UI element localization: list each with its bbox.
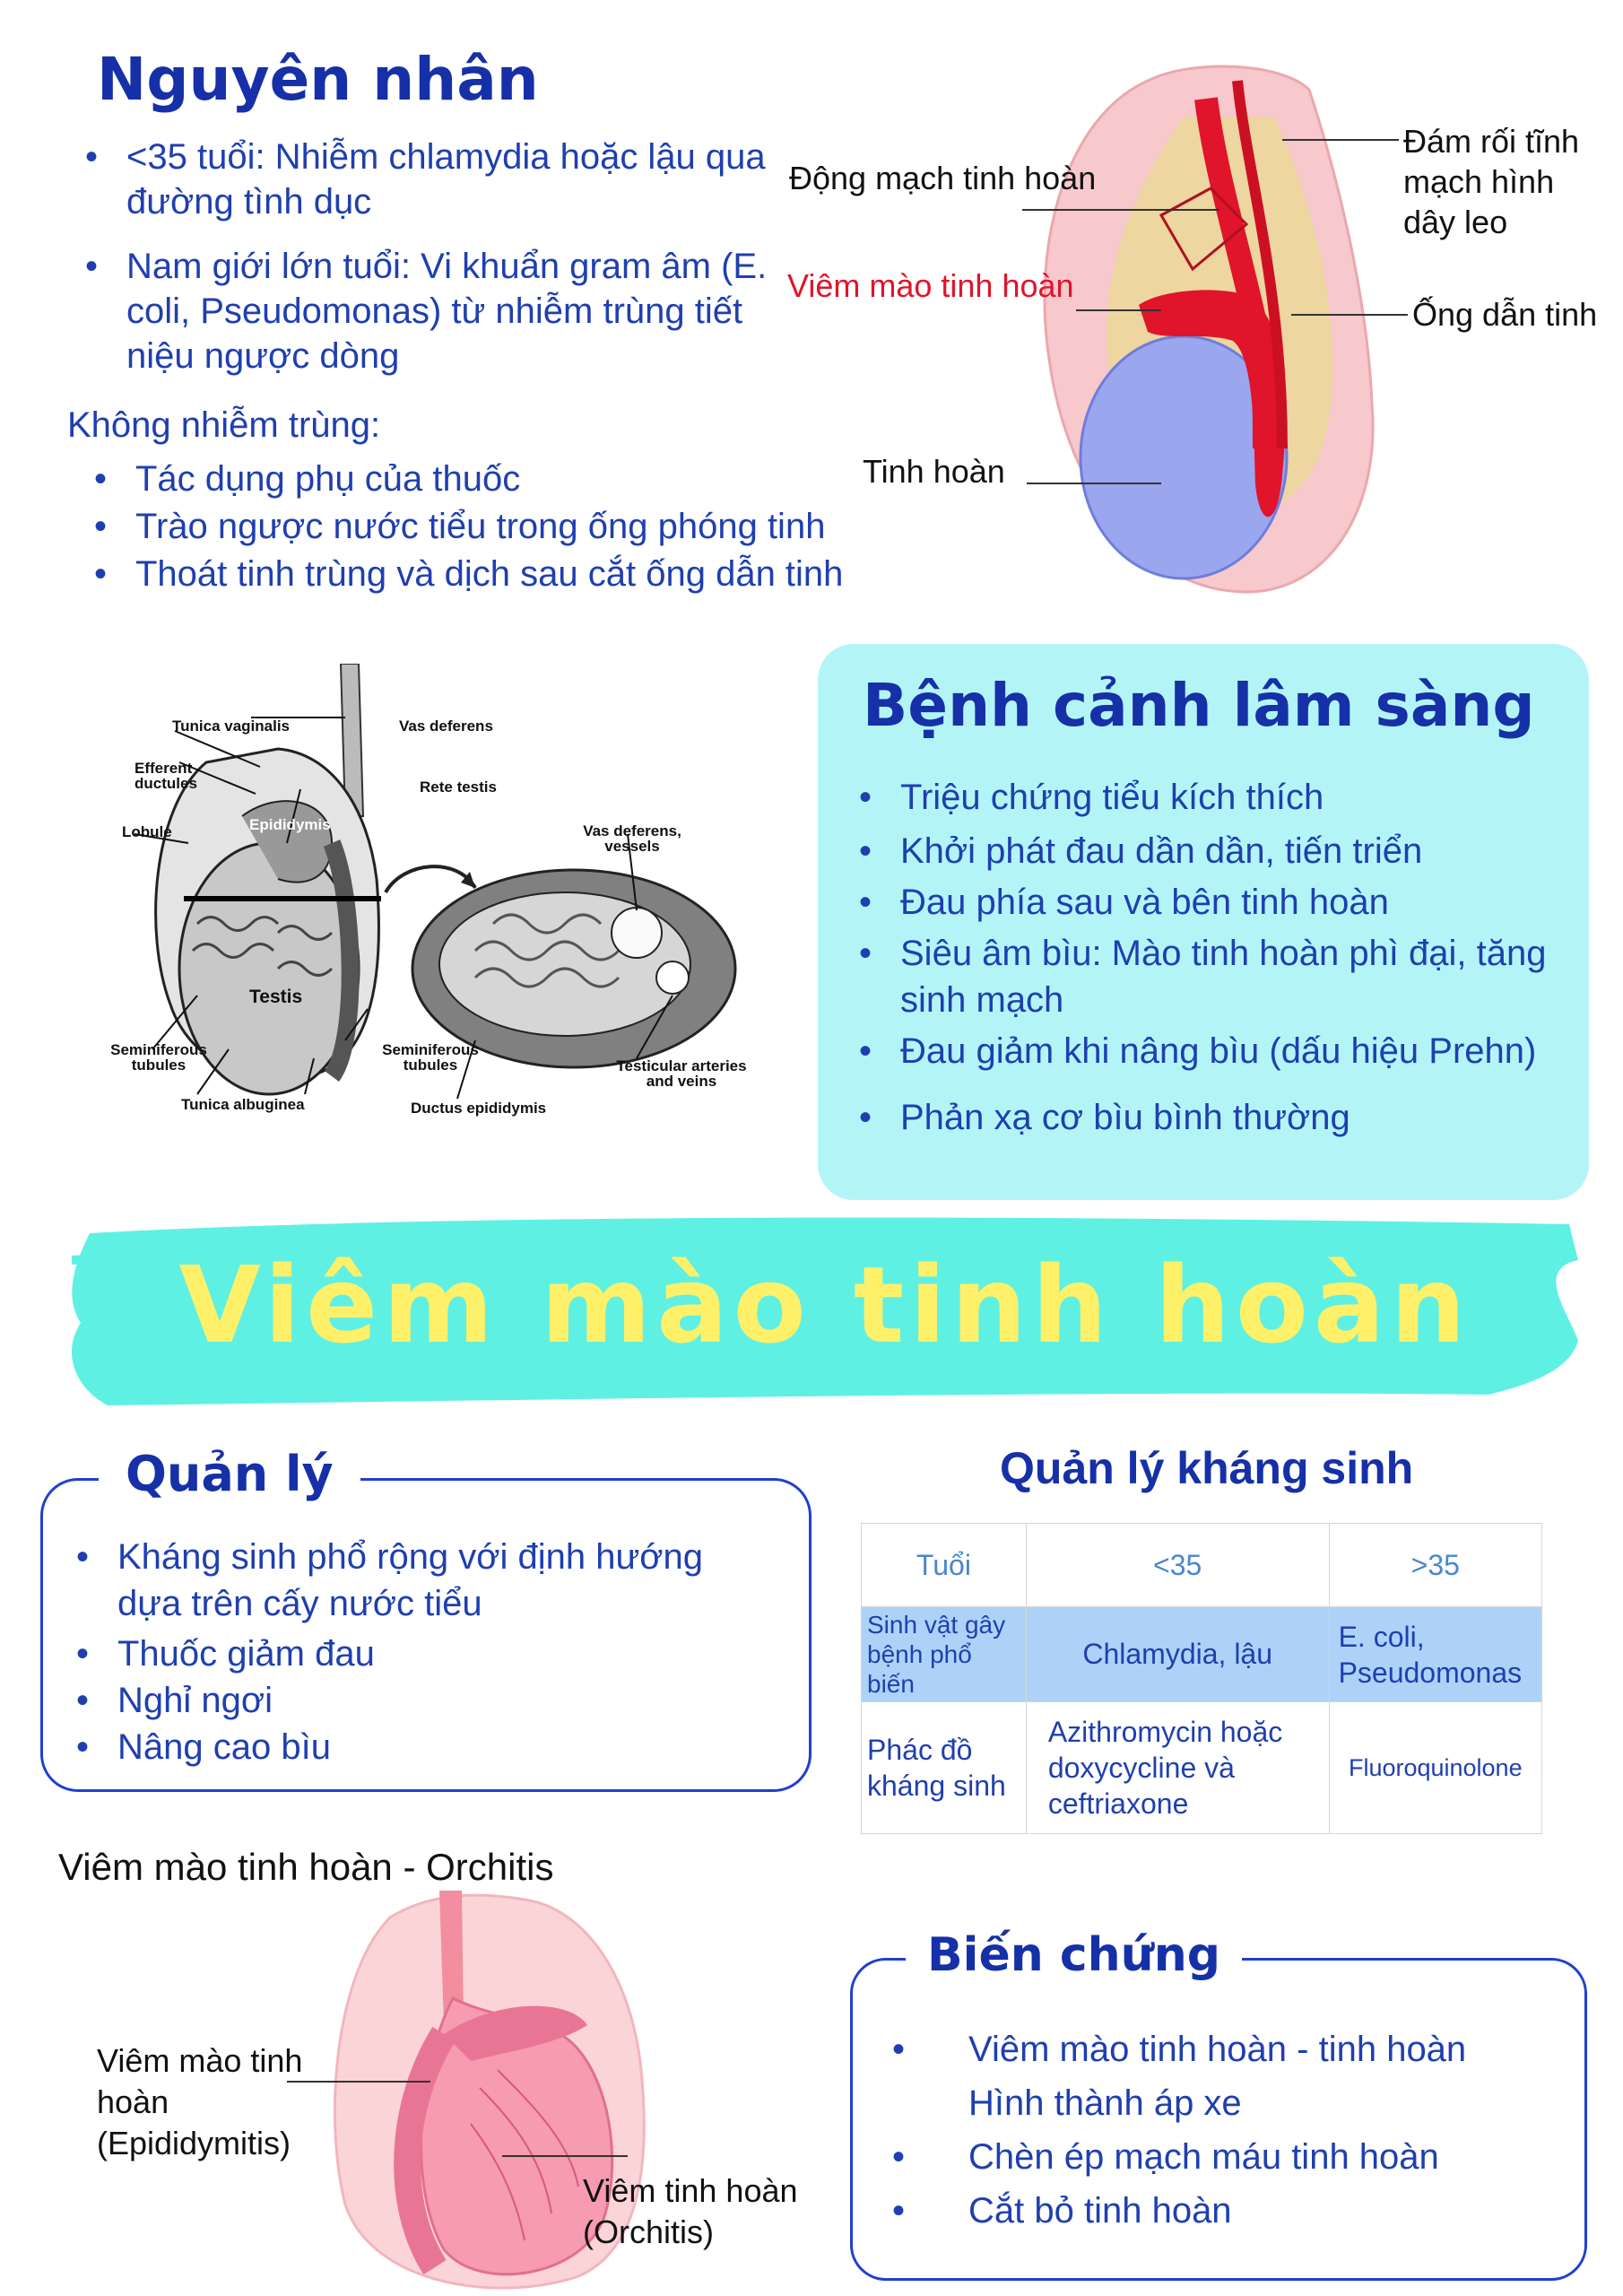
epididymis-anatomy-figure — [1013, 63, 1390, 610]
antibiotic-title: Quản lý kháng sinh — [1000, 1443, 1414, 1493]
list-item: Hình thành áp xe — [968, 2083, 1242, 2123]
orchitis-label-epididymitis: Viêm mào tinh hoàn (Epididymitis) — [97, 2042, 303, 2161]
fig2-label-vas-vessels: Vas deferens, vessels — [583, 822, 681, 855]
list-item: • Kháng sinh phổ rộng với định hướng dựa trên cấy nước tiểu — [76, 1534, 776, 1627]
noninfect-list — [94, 456, 919, 598]
antibiotic-table — [861, 1523, 1542, 1834]
management-title: Quản lý — [99, 1439, 360, 1509]
list-item: • Nam giới lớn tuổi: Vi khuẩn gram âm (E. coli, Pseudomonas) từ nhiễm trùng tiết niệu ngược dòng — [85, 244, 803, 378]
table-cell: E. coli, Pseudomonas — [1329, 1607, 1541, 1702]
list-item: • Thoát tinh trùng và dịch sau cắt ống dẫn tinh — [94, 551, 919, 598]
list-item: • Nghỉ ngơi — [76, 1677, 776, 1724]
list-item: • Thuốc giảm đau — [76, 1631, 776, 1677]
fig1-artery-line — [1022, 209, 1219, 211]
fig1-plexus-line — [1282, 139, 1399, 141]
list-item: • Triệu chứng tiểu kích thích — [859, 774, 1576, 821]
fig2-label-lobule: Lobule — [122, 823, 172, 840]
bullet: • — [892, 2137, 906, 2177]
table-cell: Chlamydia, lậu — [1026, 1607, 1329, 1702]
fig1-plexus-label: Đám rối tĩnh mạch hình dây leo — [1403, 123, 1580, 240]
fig2-label-testis: Testis — [249, 987, 303, 1007]
bullet: • — [892, 2030, 906, 2069]
list-item: Cắt bỏ tinh hoàn — [968, 2191, 1232, 2231]
list-item: • Khởi phát đau dần dần, tiến triển — [859, 828, 1576, 874]
table-cell: Azithromycin hoặc doxycycline và ceftriaxone — [1026, 1702, 1329, 1834]
management-list — [76, 1534, 776, 1770]
list-item: • Đau giảm khi nâng bìu (dấu hiệu Prehn) — [859, 1028, 1576, 1074]
orchitis-caption: Viêm mào tinh hoàn - Orchitis — [58, 1846, 554, 1888]
list-item: • Siêu âm bìu: Mào tinh hoàn phì đại, tăng sinh mạch — [859, 930, 1576, 1023]
fig1-epididymitis-label: Viêm mào tinh hoàn — [787, 267, 1074, 304]
fig1-epididymitis-line — [1076, 309, 1161, 311]
table-cell: Phác đồ kháng sinh — [862, 1702, 1027, 1834]
table-header-cell: Tuổi — [862, 1524, 1027, 1607]
fig2-label-vas-deferens: Vas deferens — [399, 718, 493, 735]
table-cell: Sinh vật gây bệnh phổ biến — [862, 1607, 1027, 1702]
list-item: • Nâng cao bìu — [76, 1724, 776, 1770]
orchitis-epi-line — [287, 2081, 430, 2083]
fig2-label-tunica-vaginalis: Tunica vaginalis — [172, 718, 291, 735]
banner-title: Viêm mào tinh hoàn — [178, 1243, 1471, 1367]
list-item: • Trào ngược nước tiểu trong ống phóng tinh — [94, 503, 919, 551]
fig2-label-seminiferous-mid: Seminiferous tubules — [382, 1041, 479, 1074]
list-item: • <35 tuổi: Nhiễm chlamydia hoặc lậu qua đường tình dục — [85, 135, 803, 224]
noninfect-title: Không nhiễm trùng: — [67, 405, 381, 445]
list-item: • Đau phía sau và bên tinh hoàn — [859, 879, 1576, 926]
list-item: • Tác dụng phụ của thuốc — [94, 456, 919, 503]
fig1-vas-line — [1291, 314, 1408, 316]
list-item: • Phản xạ cơ bìu bình thường — [859, 1094, 1576, 1141]
fig2-label-epididymis: Epididymis — [249, 816, 331, 833]
fig2-label-seminiferous-left: Seminiferous tubules — [110, 1041, 207, 1074]
table-header-cell: <35 — [1026, 1524, 1329, 1607]
list-item: Chèn ép mạch máu tinh hoàn — [968, 2137, 1439, 2177]
orchitis-orch-line — [502, 2155, 628, 2157]
fig2-label-tunica-albuginea: Tunica albuginea — [181, 1096, 305, 1113]
causes-list — [85, 135, 803, 378]
fig2-label-rete: Rete testis — [420, 778, 497, 796]
table-cell: Fluoroquinolone — [1329, 1702, 1541, 1834]
complications-list — [892, 2022, 1556, 2238]
fig1-artery-label: Động mạch tinh hoàn — [789, 160, 1097, 196]
causes-title: Nguyên nhân — [97, 45, 539, 114]
list-item: Viêm mào tinh hoàn - tinh hoàn — [968, 2030, 1467, 2069]
clinical-list — [859, 774, 1576, 1141]
clinical-title: Bệnh cảnh lâm sàng — [863, 671, 1535, 740]
fig1-testis-label: Tinh hoàn — [863, 453, 1005, 490]
fig2-label-efferent: Efferent ductules — [135, 760, 197, 792]
clinical-panel — [818, 644, 1589, 1200]
fig1-vas-label: Ống dẫn tinh — [1412, 296, 1598, 333]
bullet: • — [892, 2191, 906, 2231]
fig2-label-arteries: Testicular arteries and veins — [616, 1057, 747, 1090]
orchitis-label-orchitis: Viêm tinh hoàn (Orchitis) — [583, 2172, 798, 2250]
table-header-cell: >35 — [1329, 1524, 1541, 1607]
fig2-label-ductus: Ductus epididymis — [411, 1100, 547, 1117]
fig1-testis-line — [1027, 483, 1161, 484]
complications-title: Biến chứng — [906, 1919, 1242, 1991]
